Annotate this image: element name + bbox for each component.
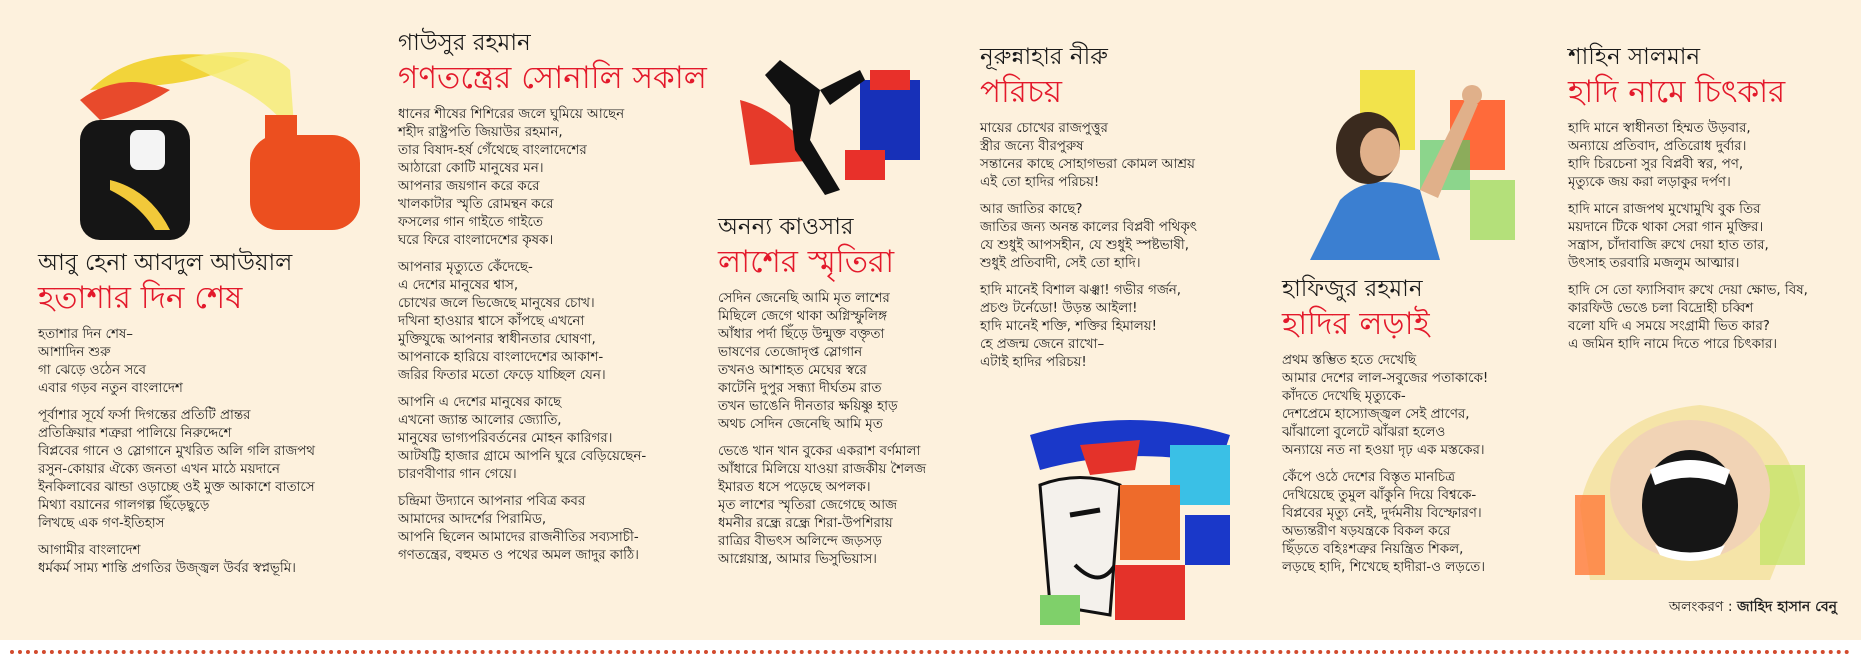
- poem-line: ভেঙে খান খান বুকের একরাশ বর্ণমালা: [718, 444, 921, 459]
- poem-line: এ দেশের মানুষের শ্বাস,: [398, 278, 519, 293]
- poem-line: রসুন-কোয়ার ঐক্যে জনতা এখন মাঠে ময়দানে: [38, 462, 280, 477]
- poem-line: রাত্রির বীভৎস অলিন্দে জড়সড়: [718, 534, 882, 549]
- poem-line: ময়দানে টিকে থাকা সেরা গান মুক্তির।: [1568, 220, 1764, 235]
- poem-line: কাঁদতে দেখেছি মৃত্যুকে-: [1282, 389, 1406, 404]
- poem-line: আমার দেশের লাল-সবুজের পতাকাকে!: [1282, 371, 1489, 386]
- stanza: [1568, 201, 1808, 273]
- poem-line: হাদি মানেই বিশাল ঝঞ্ঝা! গভীর গর্জন,: [980, 283, 1182, 298]
- illustration-abstract-face: [1020, 415, 1250, 630]
- poem-line: বিপ্লবের মৃত্যু নেই, দুর্দমনীয় বিস্ফোরণ।: [1282, 506, 1482, 521]
- poem-line: আর জাতির কাছে?: [980, 202, 1083, 217]
- poem-line: অন্যায়ে নত না হওয়া দৃঢ় এক মস্তকের।: [1282, 443, 1485, 458]
- poem-line: অভ্যন্তরীণ ষড়যন্ত্রকে বিকল করে: [1282, 524, 1451, 539]
- illustration-abstract-1: [60, 30, 360, 240]
- poem-line: হতাশার দিন শেষ–: [38, 327, 133, 342]
- poem-line: চন্দ্রিমা উদ্যানে আপনার পবিত্র কবর: [398, 494, 586, 509]
- poem-author: অনন্য কাওসার: [718, 214, 854, 240]
- credit-label: অলংকরণ :: [1668, 599, 1733, 615]
- poem-line: বলো যদি এ সময়ে সংগ্রামী ভিত কার?: [1568, 319, 1770, 334]
- poem-line: এখনো জ্যান্ত আলোর জ্যোতি,: [398, 413, 562, 428]
- poem-line: মিছিলে জেগে থাকা অগ্নিস্ফুলিঙ্গ: [718, 309, 887, 324]
- poem-line: ভাষণের তেজোদৃপ্ত স্লোগান: [718, 345, 863, 360]
- poem-line: গণতন্ত্রের, বহুমত ও পথের অমল জাদুর কাঠি।: [398, 548, 639, 563]
- dotted-divider: [10, 650, 1851, 654]
- stanza: [1568, 120, 1808, 192]
- stanza: [398, 493, 707, 565]
- stanza: [38, 542, 315, 578]
- stanza: [980, 120, 1197, 192]
- poem-line: সন্ত্রাস, চাঁদাবাজি রুখে দেয়া হাত তার,: [1568, 238, 1769, 253]
- poem-line: এ জমিন হাদি নামে দিতে পারে চিৎকার।: [1568, 337, 1778, 352]
- poem-5: [1282, 274, 1488, 586]
- illustration-credit: [1669, 595, 1837, 619]
- poem-line: জাতির জন্য অনন্ত কালের বিপ্লবী পথিকৃৎ: [980, 220, 1197, 235]
- poem-line: খালকাটার স্মৃতি রোমন্থন করে: [398, 197, 554, 212]
- poem-line: চোখের জলে ভিজেছে মানুষের চোখ।: [398, 296, 595, 311]
- poem-line: লড়ছে হাদি, শিখেছে হাদীরা-ও লড়তে।: [1282, 560, 1485, 575]
- poem-line: মানুষের ভাগ্যপরিবর্তনের মোহন কারিগর।: [398, 431, 613, 446]
- poem-line: আগ্নেয়াস্ত্র, আমার ভিসুভিয়াস।: [718, 552, 877, 567]
- poem-line: আপনি ছিলেন আমাদের রাজনীতির সব্যসাচী-: [398, 530, 639, 545]
- credit-name: জাহিদ হাসান বেনু: [1737, 599, 1837, 615]
- poem-author: আবু হেনা আবদুল আউয়াল: [38, 250, 293, 276]
- stanza: [980, 282, 1197, 372]
- poem-line: আঠারো কোটি মানুষের মন।: [398, 161, 544, 176]
- poem-line: মিথ্যা বয়ানের গালগল্প ছিঁড়েছুড়ে: [38, 498, 210, 513]
- poem-author: নূরুন্নাহার নীরু: [980, 44, 1108, 70]
- poem-title: হাদি নামে চিৎকার: [1568, 74, 1786, 110]
- poem-title: গণতন্ত্রের সোনালি সকাল: [398, 60, 707, 96]
- poem-line: বিপ্লবের গানে ও স্লোগানে মুখরিত অলি গলি রাজপথ: [38, 444, 315, 459]
- poem-line: আমাদের আদর্শের পিরামিড,: [398, 512, 547, 527]
- stanza: [1282, 469, 1488, 577]
- poem-line: চারণবীণার গান গেয়ে।: [398, 467, 517, 482]
- poem-1: [38, 248, 315, 587]
- poem-author: গাউসুর রহমান: [398, 30, 531, 56]
- stanza: [1568, 282, 1808, 354]
- poem-line: যে শুধুই আপসহীন, যে শুধুই স্পষ্টভাষী,: [980, 238, 1189, 253]
- poem-line: হাদি চিরচেনা সুর বিপ্লবী স্বর, পণ,: [1568, 157, 1744, 172]
- poem-line: ধর্মকর্ম সাম্য শান্তি প্রগতির উজ্জ্বল উর্বর স্বপ্নভূমি।: [38, 561, 296, 576]
- poem-line: ঝাঁঝালো বুলেটে ঝাঁঝরা হলেও: [1282, 425, 1446, 440]
- poem-line: প্রচণ্ড টর্নেডো! উড়ন্ত আইলা!: [980, 301, 1138, 316]
- stanza: [398, 106, 707, 250]
- poem-line: তার বিষাদ-হর্ষ গেঁথেছে বাংলাদেশের: [398, 143, 587, 158]
- poem-line: হে প্রজন্ম জেনে রাখো–: [980, 337, 1105, 352]
- poem-line: জরির ফিতার মতো ফেড়ে যাচ্ছিল যেন।: [398, 368, 606, 383]
- poem-line: কেঁপে ওঠে দেশের বিস্তৃত মানচিত্র: [1282, 470, 1455, 485]
- poem-line: ছিঁড়তে বহিঃশত্রুর নিয়ন্ত্রিত শিকল,: [1282, 542, 1464, 557]
- poem-line: শহীদ রাষ্ট্রপতি জিয়াউর রহমান,: [398, 125, 563, 140]
- poem-line: দেখিয়েছে তুমুল ঝাঁকুনি দিয়ে বিশ্বকে-: [1282, 488, 1477, 503]
- poem-line: ঘরে ফিরে বাংলাদেশের কৃষক।: [398, 233, 554, 248]
- poem-line: ধানের শীষের শিশিরের জলে ঘুমিয়ে আছেন: [398, 107, 625, 122]
- poem-line: সন্তানের কাছে সোহাগভরা কোমল আশ্রয়: [980, 157, 1195, 172]
- stanza: [718, 290, 926, 434]
- poem-2: [398, 28, 707, 574]
- poem-title: পরিচয়: [980, 74, 1062, 110]
- poem-line: ইমারত ধসে পড়েছে অপলক।: [718, 480, 871, 495]
- poem-line: এটাই হাদির পরিচয়!: [980, 355, 1087, 370]
- poem-line: আপনাকে হারিয়ে বাংলাদেশের আকাশ-: [398, 350, 604, 365]
- poem-line: অথচ সেদিন জেনেছি আমি মৃত: [718, 417, 883, 432]
- poem-line: দেশপ্রেমে হাস্যোজ্জ্বল সেই প্রাণের,: [1282, 407, 1470, 422]
- poem-line: এবার গড়ব নতুন বাংলাদেশ: [38, 381, 183, 396]
- poem-line: ধমনীর রন্ধ্রে রন্ধ্রে শিরা-উপশিরায়: [718, 516, 893, 531]
- poem-line: মৃত্যুকে জয় করা লড়াকুর দর্পণ।: [1568, 175, 1731, 190]
- poem-line: মুক্তিযুদ্ধে আপনার স্বাধীনতার ঘোষণা,: [398, 332, 596, 347]
- stanza: [718, 443, 926, 569]
- poem-title: লাশের স্মৃতিরা: [718, 244, 895, 280]
- illustration-falling-figure: [720, 50, 950, 200]
- poem-line: ইনকিলাবের ঝান্ডা ওড়াচ্ছে ওই মুক্ত আকাশে বাতাসে: [38, 480, 315, 495]
- poem-line: আপনার জয়গান করে করে: [398, 179, 540, 194]
- poem-line: হাদি সে তো ফ্যাসিবাদ রুখে দেয়া ক্ষোভ, বিষ,: [1568, 283, 1808, 298]
- stanza: [980, 201, 1197, 273]
- illustration-man-pointing: [1300, 40, 1520, 260]
- poem-line: পূর্বাশার সূর্যে ফর্সা দিগন্তের প্রতিটি প্রান্তর: [38, 408, 251, 423]
- poem-line: আশাদিন শুরু: [38, 345, 111, 360]
- poem-line: প্রতিক্রিয়ার শত্রুরা পালিয়ে নিরুদ্দেশে: [38, 426, 232, 441]
- poem-4: [980, 42, 1197, 381]
- poem-line: প্রথম স্তম্ভিত হতে দেখেছি: [1282, 353, 1417, 368]
- poem-line: আপনি এ দেশের মানুষের কাছে: [398, 395, 562, 410]
- stanza: [398, 394, 707, 484]
- poem-line: এই তো হাদির পরিচয়!: [980, 175, 1100, 190]
- poem-title: হতাশার দিন শেষ: [38, 280, 243, 316]
- illustration-screaming-face: [1570, 395, 1810, 580]
- stanza: [38, 326, 315, 398]
- poem-3: [718, 212, 926, 578]
- poem-line: মৃত লাশের স্মৃতিরা জেগেছে আজ: [718, 498, 897, 513]
- poem-title: হাদির লড়াই: [1282, 306, 1430, 342]
- poem-line: আটষট্টি হাজার গ্রামে আপনি ঘুরে বেড়িয়েছেন-: [398, 449, 647, 464]
- poem-line: কাটেনি দুপুর সন্ধ্যা দীর্ঘতম রাত: [718, 381, 882, 396]
- poem-line: হাদি মানে রাজপথ মুখোমুখি বুক তির: [1568, 202, 1761, 217]
- poem-line: ফসলের গান গাইতে গাইতে: [398, 215, 543, 230]
- poem-line: তখন ভাঙেনি দীনতার ক্ষয়িষ্ণু হাড়: [718, 399, 898, 414]
- poem-line: অন্যায়ে প্রতিবাদ, প্রতিরোধ দুর্বার।: [1568, 139, 1747, 154]
- poem-author: শাহিন সালমান: [1568, 44, 1701, 70]
- stanza: [1282, 352, 1488, 460]
- poem-line: দখিনা হাওয়ার শ্বাসে কাঁপছে এখনো: [398, 314, 585, 329]
- poem-line: গা ঝেড়ে ওঠেন সবে: [38, 363, 147, 378]
- poem-line: হাদি মানে স্বাধীনতা হিম্মত উড়বার,: [1568, 121, 1751, 136]
- poem-line: তখনও আশাহত মেঘের স্বরে: [718, 363, 867, 378]
- poem-line: হাদি মানেই শক্তি, শক্তির হিমালয়!: [980, 319, 1158, 334]
- poem-line: স্ত্রীর জন্যে বীরপুরুষ: [980, 139, 1084, 154]
- poem-line: আপনার মৃত্যুতে কেঁদেছে-: [398, 260, 533, 275]
- poem-line: শুধুই প্রতিবাদী, সেই তো হাদি।: [980, 256, 1141, 271]
- poem-6: [1568, 42, 1808, 363]
- poem-line: সেদিন জেনেছি আমি মৃত লাশের: [718, 291, 890, 306]
- poem-line: আঁধারে মিলিয়ে যাওয়া রাজকীয় শৈলজ: [718, 462, 926, 477]
- poem-line: লিখছে এক গণ-ইতিহাস: [38, 516, 165, 531]
- poem-line: আগামীর বাংলাদেশ: [38, 543, 141, 558]
- poem-line: মায়ের চোখের রাজপুত্তুর: [980, 121, 1108, 136]
- poem-line: উৎসাহ তরবারি মজলুম আত্মার।: [1568, 256, 1740, 271]
- stanza: [38, 407, 315, 533]
- poem-author: হাফিজুর রহমান: [1282, 276, 1423, 302]
- poem-line: কারফিউ ভেঙে চলা বিদ্রোহী চব্বিশ: [1568, 301, 1754, 316]
- stanza: [398, 259, 707, 385]
- poem-line: আঁধার পর্দা ছিঁড়ে উন্মুক্ত বক্তৃতা: [718, 327, 885, 342]
